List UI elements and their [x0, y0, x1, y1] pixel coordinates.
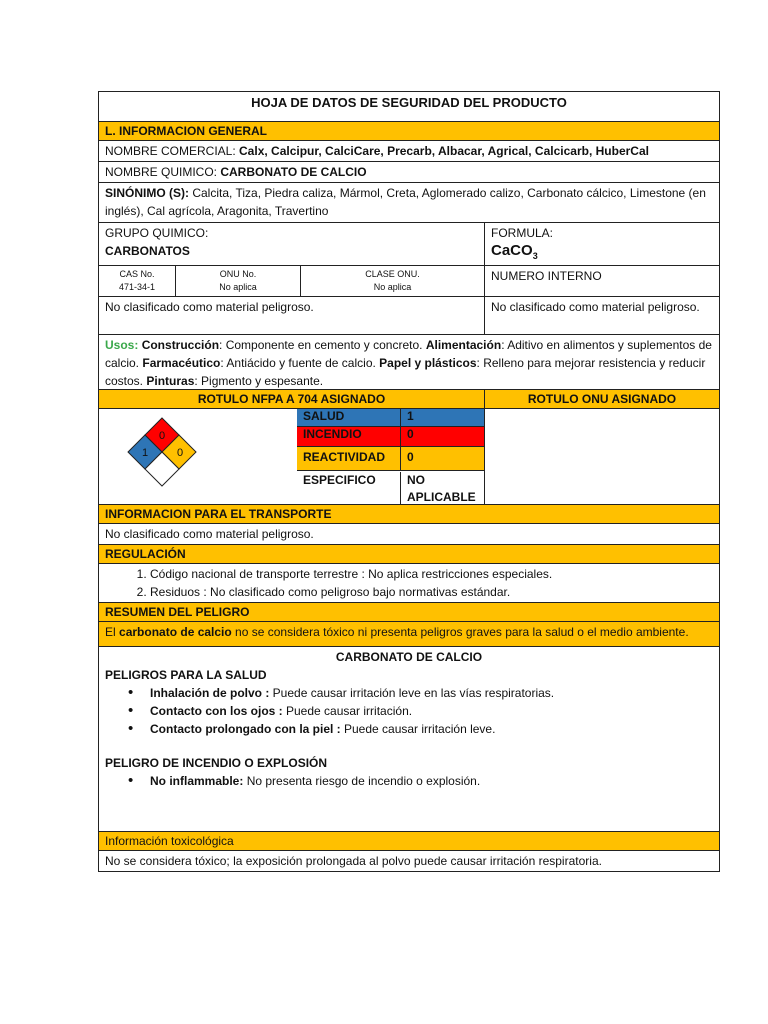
cas-value: 471-34-1 [118, 282, 156, 292]
use-paint-text: : Pigmento y espesante. [194, 374, 324, 388]
health-hazard-label: Contacto con los ojos : [150, 704, 283, 718]
onu-cell [176, 266, 301, 296]
synonym-value: Calcita, Tiza, Piedra caliza, Mármol, Creta, Aglomerado calizo, Carbonato cálcico, Limestone (en inglés), Cal agrícola, Aragonita, Travertino [105, 186, 706, 218]
health-hazard-label: Contacto prolongado con la piel : [150, 722, 341, 736]
uses-label: Usos: [105, 338, 139, 352]
cas-cell [99, 266, 176, 296]
formula-label: FORMULA: [491, 226, 554, 240]
rating-reactivity-label: REACTIVIDAD [297, 447, 401, 470]
hazard-summary-row [99, 622, 719, 647]
use-paper-label: Papel y plásticos [379, 356, 477, 370]
commercial-name-value: Calx, Calcipur, CalciCare, Precarb, Albacar, Agrical, Calcicarb, HuberCal [239, 144, 649, 158]
fire-hazards-list [105, 772, 713, 790]
regulation-item: 1. Código nacional de transporte terrestre : No aplica restricciones especiales. [150, 565, 719, 583]
regulation-list-row [99, 564, 719, 603]
chemical-group-cell [99, 223, 485, 265]
hazard-summary-header: RESUMEN DEL PELIGRO [99, 603, 719, 622]
onu-label-cell [485, 409, 719, 504]
codes-cell [99, 266, 485, 296]
chemical-group-value: CARBONATOS [105, 244, 190, 258]
classification-left: No clasificado como material peligroso. [99, 297, 485, 334]
fire-hazard-text: No presenta riesgo de incendio o explosión. [243, 774, 481, 788]
use-construction-label: Construcción [141, 338, 220, 352]
chemical-group-label: GRUPO QUIMICO: [105, 226, 209, 240]
details-subtitle: CARBONATO DE CALCIO [335, 650, 483, 664]
rating-fire-label: INCENDIO [297, 427, 401, 446]
rating-fire-value: 0 [401, 427, 484, 446]
classification-right: No clasificado como material peligroso. [491, 300, 700, 314]
general-info-header: L. INFORMACION GENERAL [99, 122, 719, 141]
clase-onu-value: No aplica [373, 282, 412, 292]
group-formula-row [99, 223, 719, 266]
regulation-list [99, 564, 719, 602]
cas-label: CAS No. [119, 269, 155, 279]
health-hazard-text: Puede causar irritación. [282, 704, 413, 718]
health-hazard-text: Puede causar irritación leve. [340, 722, 496, 736]
formula-subscript: 3 [532, 251, 538, 261]
use-pharma-text: : Antiácido y fuente de calcio. [220, 356, 380, 370]
use-construction-text: : Componente en cemento y concreto. [219, 338, 426, 352]
use-paper-text: : Relleno para mejorar resistencia y reducir costos. [105, 356, 706, 388]
hazard-summary-pre: El [105, 625, 120, 639]
synonym-row [99, 183, 719, 223]
health-hazard-text: Puede causar irritación leve en las vías respiratorias. [269, 686, 555, 700]
chemical-name-row [99, 162, 719, 183]
nfpa-diamond-icon [127, 412, 217, 502]
commercial-name-label: NOMBRE COMERCIAL: [105, 144, 240, 158]
formula-cell [485, 223, 719, 265]
safety-data-sheet [98, 91, 720, 872]
use-food-text: : Aditivo en alimentos y suplementos de calcio. [105, 338, 712, 370]
health-hazard-item [150, 720, 713, 738]
rating-fire-row [297, 427, 484, 447]
commercial-name-row [99, 141, 719, 162]
fire-hazards-heading: PELIGRO DE INCENDIO O EXPLOSIÓN [105, 756, 328, 770]
onu-label-header: ROTULO ONU ASIGNADO [527, 392, 677, 406]
nfpa-body-row [99, 409, 719, 505]
nfpa-ratings-table [297, 409, 485, 504]
nfpa-diamond-cell [99, 409, 297, 504]
rating-health-row [297, 409, 484, 427]
clase-onu-label: CLASE ONU. [365, 269, 420, 279]
uses-row [99, 335, 719, 390]
use-paint-label: Pinturas [146, 374, 195, 388]
use-food-label: Alimentación [425, 338, 502, 352]
formula-value [491, 242, 538, 259]
rating-reactivity-row [297, 447, 484, 471]
nfpa-header: ROTULO NFPA A 704 ASIGNADO [99, 390, 485, 408]
chemical-name-label: NOMBRE QUIMICO: [105, 165, 221, 179]
health-hazards-list [105, 684, 713, 738]
codes-row [99, 266, 719, 297]
rating-health-label: SALUD [297, 409, 401, 426]
onu-label: ONU No. [219, 269, 257, 279]
health-hazard-item [150, 684, 713, 702]
health-hazard-item [150, 702, 713, 720]
rating-health-value: 1 [401, 409, 484, 426]
hazard-summary-bold: carbonato de calcio [119, 625, 232, 639]
toxicology-header: Información toxicológica [99, 832, 719, 851]
nfpa-health-number: 1 [141, 447, 149, 459]
health-hazard-label: Inhalación de polvo : [150, 686, 270, 700]
fire-hazard-label: No inflammable: [150, 774, 244, 788]
rating-specific-row [297, 471, 484, 505]
document-title: HOJA DE DATOS DE SEGURIDAD DEL PRODUCTO [99, 92, 719, 122]
clase-onu-cell [301, 266, 484, 296]
fire-hazard-item [150, 772, 713, 790]
regulation-item: 2. Residuos : No clasificado como peligroso bajo normativas estándar. [150, 583, 719, 601]
chemical-name-value: CARBONATO DE CALCIO [220, 165, 367, 179]
synonym-label: SINÓNIMO (S): [105, 186, 189, 200]
transport-header: INFORMACION PARA EL TRANSPORTE [99, 505, 719, 524]
hazard-details-row [99, 647, 719, 832]
transport-text: No clasificado como material peligroso. [99, 524, 719, 545]
nfpa-header-row [99, 390, 719, 409]
rating-specific-value: NO APLICABLE [407, 473, 476, 504]
internal-number-label: NUMERO INTERNO [491, 269, 602, 283]
rating-reactivity-value: 0 [401, 447, 484, 470]
use-pharma-label: Farmacéutico [142, 356, 221, 370]
hazard-summary-post: no se considera tóxico ni presenta peligros graves para la salud o el medio ambiente. [231, 625, 689, 639]
regulation-header: REGULACIÓN [99, 545, 719, 564]
classification-row [99, 297, 719, 335]
formula-main: CaCO [491, 242, 533, 259]
rating-specific-label: ESPECIFICO [297, 472, 401, 505]
toxicology-text: No se considera tóxico; la exposición prolongada al polvo puede causar irritación respiratoria. [105, 854, 602, 868]
onu-value: No aplica [219, 282, 257, 292]
health-hazards-heading: PELIGROS PARA LA SALUD [105, 668, 267, 682]
nfpa-reactivity-number: 0 [176, 447, 184, 459]
nfpa-fire-number: 0 [158, 430, 166, 442]
